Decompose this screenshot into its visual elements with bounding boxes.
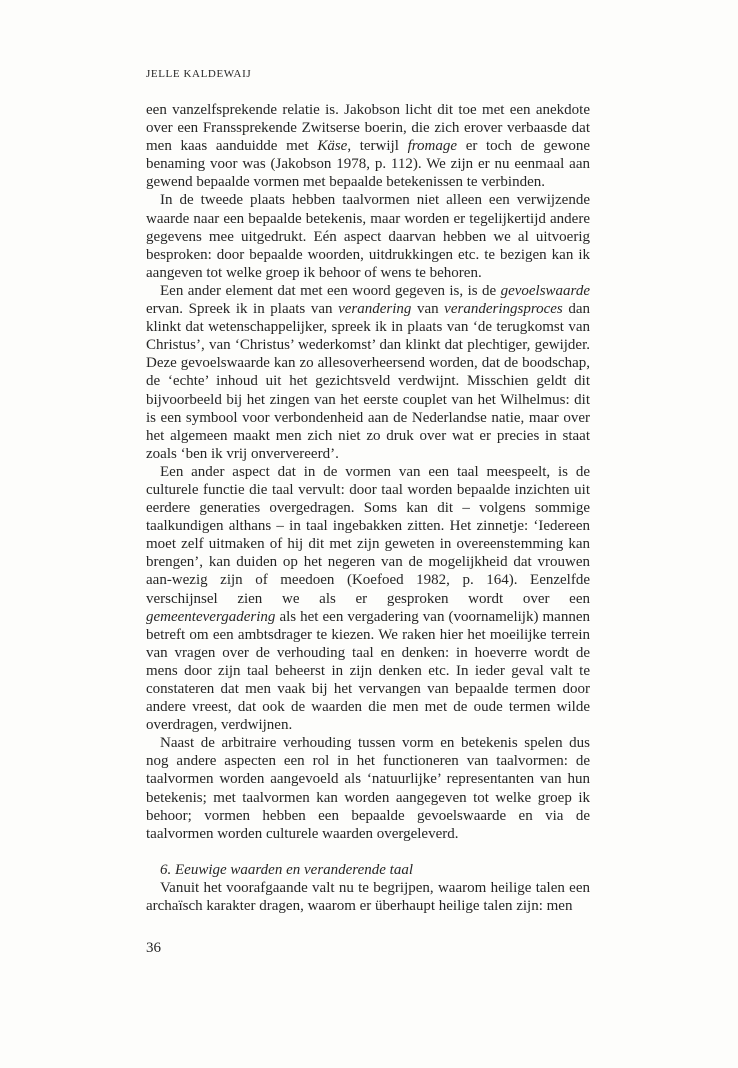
section-heading: 6. Eeuwige waarden en veranderende taal	[160, 861, 413, 878]
text-run: Een ander aspect dat in de vormen van een taal meespeelt, is de culturele functie die taal vervult: door taal worden bepaalde inzichten uit eerdere generaties overgedragen. Soms kan dit – volgens sommige taalkundigen althans – in taal ingebakken zitten. Het zinnetje: ‘Iedereen moet zelf uitmaken of hij dit met zijn geweten in overeenstemming kan brengen’, kan duiden op het negeren van de mogelijkheid dat vrouwen aan-wezig zijn of meedoen (Koefoed 1982, p. 164). Eenzelfde verschijnsel zien we als er gesproken wordt over een	[146, 463, 590, 607]
paragraph	[146, 191, 590, 281]
paragraph	[146, 463, 590, 734]
text-run: van	[411, 301, 445, 318]
text-run: dan klinkt dat wetenschappelijker, spreek ik in plaats van ‘de terugkomst van Christus’, van ‘Christus’ wederkomst’ dan klinkt dat plechtiger, gewijder. Deze gevoelswaarde kan zo allesoverheersend worden, dat de boodschap, de ‘echte’ inhoud uit het gezichtsveld verdwijnt. Misschien geldt dit bijvoorbeeld bij het zingen van het eerste couplet van het Wilhelmus: dit is een symbool voor verbondenheid aan de Nederlandse natie, maar over het algemeen maakt men zich niet zo druk over wat er precies in staat zoals ‘ben ik vrij onververeerd’.	[146, 301, 590, 462]
italic-term: verandering	[338, 301, 412, 318]
paragraph	[146, 282, 590, 463]
paragraph	[146, 734, 590, 843]
body-text	[146, 101, 590, 915]
text-run: een vanzelfsprekende relatie is. Jakobson licht dit toe met een anekdote over een Franssprekende Zwitserse boerin, die zich erover verbaasde dat men kaas aanduidde met	[146, 102, 590, 155]
page-number: 36	[146, 940, 161, 956]
text-run: In de tweede plaats hebben taalvormen niet alleen een verwijzende waarde naar een bepaalde betekenis, maar worden er tegelijkertijd andere gegevens mee uitgedrukt. Eén aspect daarvan hebben we al uitvoerig besproken: door bepaalde woorden, uitdrukkingen etc. te bezigen kan ik aangeven tot welke groep ik behoor of wens te behoren.	[146, 192, 590, 281]
section-paragraph: Vanuit het voorafgaande valt nu te begrijpen, waarom heilige talen een archaïsch karakter dragen, waarom er überhaupt heilige talen zijn: men	[146, 879, 590, 915]
text-run: Naast de arbitraire verhouding tussen vorm en betekenis spelen dus nog andere aspecten een rol in het functioneren van taalvormen: de taalvormen worden aangevoeld als ‘natuurlijke’ representanten van hun betekenis; met taalvormen kan worden aangegeven tot welke groep ik behoor; vormen hebben een bepaalde gevoelswaarde en via de taalvormen worden culturele waarden overgeleverd.	[146, 735, 590, 842]
text-run: als het een vergadering van (voornamelijk) mannen betreft om een ambtsdrager te kiezen. We raken hier het moeilijke terrein van vragen over de verhouding taal en denken: in hoeverre wordt de mens door zijn taal beheerst in zijn denken etc. In ieder geval valt te constateren dat men vaak bij het vervangen van bepaalde termen door andere vreest, dat ook de waarden die men met de oude termen wilde overdragen, verdwijnen.	[146, 608, 590, 734]
italic-term: gemeentevergadering	[146, 608, 276, 625]
text-run: er toch de gewone benaming voor was (Jakobson 1978, p. 112). We zijn er nu eenmaal aan gewend bepaalde vormen met bepaalde betekenissen te verbinden.	[146, 138, 590, 191]
italic-term: veranderingsproces	[444, 301, 563, 318]
text-run: ervan. Spreek ik in plaats van	[146, 301, 339, 318]
text-run: Een ander element dat met een woord gegeven is, is de	[160, 282, 501, 299]
paragraph	[146, 101, 590, 191]
italic-term: gevoelswaarde	[500, 282, 590, 299]
italic-term: Käse	[317, 138, 348, 155]
italic-term: fromage	[407, 138, 458, 155]
text-run: , terwijl	[347, 138, 408, 155]
running-head: JELLE KALDEWAIJ	[146, 68, 252, 80]
